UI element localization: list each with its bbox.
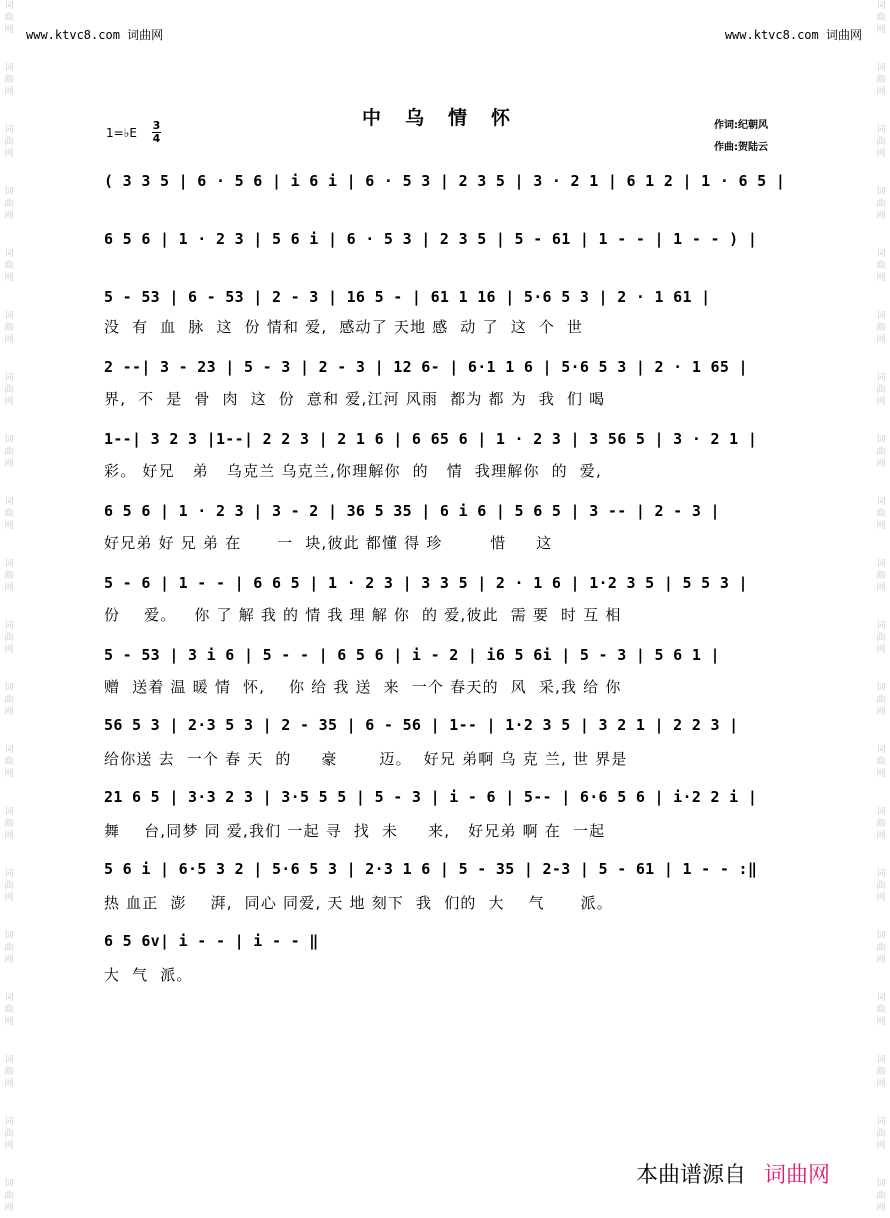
source-label: 本曲谱源自 xyxy=(636,1163,747,1188)
notation-line-12: 6 5 6v| i - - | i - - ‖ xyxy=(104,932,319,950)
watermark-item: 词 曲 网 xyxy=(4,931,14,965)
watermark-item: 词 曲 网 xyxy=(4,745,14,779)
right-watermark-strip xyxy=(872,0,890,1218)
watermark-item: 词 曲 网 xyxy=(876,311,886,345)
lyric-line-12: 大 气 派。 xyxy=(104,966,193,984)
watermark-item: 词 曲 网 xyxy=(876,621,886,655)
key-signature: 1=♭E xyxy=(106,126,137,140)
notation-line-9: 56 5 3 | 2·3 5 3 | 2 - 35 | 6 - 56 | 1-- | 1·2 3 5 | 3 2 1 | 2 2 3 | xyxy=(104,716,739,734)
watermark-item: 词 曲 网 xyxy=(876,1055,886,1089)
time-signature-bottom: 4 xyxy=(152,132,161,145)
site-url-left-text: www.ktvc8.com xyxy=(26,28,120,42)
lyric-line-10: 舞 台,同梦 同 爱,我们 一起 寻 找 未 来, 好兄弟 啊 在 一起 xyxy=(104,822,606,840)
watermark-item: 词 曲 网 xyxy=(4,1055,14,1089)
watermark-item: 词 曲 网 xyxy=(876,187,886,221)
watermark-item: 词 曲 网 xyxy=(4,1179,14,1213)
watermark-item: 词 曲 网 xyxy=(876,869,886,903)
watermark-item: 词 曲 网 xyxy=(876,497,886,531)
notation-line-5: 1--| 3 2 3 |1--| 2 2 3 | 2 1 6 | 6 65 6 | 1 · 2 3 | 3 56 5 | 3 · 2 1 | xyxy=(104,430,758,448)
watermark-item: 词 曲 网 xyxy=(4,683,14,717)
watermark-item: 词 曲 网 xyxy=(876,63,886,97)
watermark-item: 词 曲 网 xyxy=(876,993,886,1027)
lyric-line-8: 赠 送着 温 暖 情 怀, 你 给 我 送 来 一个 春天的 风 采,我 给 你 xyxy=(104,678,622,696)
site-name-left: 词曲网 xyxy=(127,28,164,42)
watermark-item: 词 曲 网 xyxy=(876,745,886,779)
notation-line-8: 5 - 53 | 3 i 6 | 5 - - | 6 5 6 | i - 2 | i6 5 6i | 5 - 3 | 5 6 1 | xyxy=(104,646,720,664)
watermark-item: 词 曲 网 xyxy=(4,1117,14,1151)
site-url-right-text: www.ktvc8.com xyxy=(724,28,819,42)
notation-line-2: 6 5 6 | 1 · 2 3 | 5 6 i | 6 · 5 3 | 2 3 5 | 5 - 61 | 1 - - | 1 - - ) | xyxy=(104,230,758,248)
watermark-item: 词 曲 网 xyxy=(4,373,14,407)
notation-line-6: 6 5 6 | 1 · 2 3 | 3 - 2 | 36 5 35 | 6 i 6 | 5 6 5 | 3 -- | 2 - 3 | xyxy=(104,502,720,520)
lyric-line-7: 份 爱。 你 了 解 我 的 情 我 理 解 你 的 爱,彼此 需 要 时 互 相 xyxy=(104,606,622,624)
notation-line-10: 21 6 5 | 3·3 2 3 | 3·5 5 5 | 5 - 3 | i - 6 | 5-- | 6·6 5 6 | i·2 2 i | xyxy=(104,788,758,806)
watermark-item: 词 曲 网 xyxy=(4,621,14,655)
watermark-item: 词 曲 网 xyxy=(4,993,14,1027)
watermark-item: 词 曲 网 xyxy=(4,125,14,159)
watermark-item: 词 曲 网 xyxy=(4,311,14,345)
watermark-item: 词 曲 网 xyxy=(876,435,886,469)
song-title: 中乌情怀 xyxy=(362,107,535,129)
lyric-line-11: 热 血正 澎 湃, 同心 同爱, 天 地 刻下 我 们的 大 气 派。 xyxy=(104,894,614,912)
watermark-item: 词 曲 网 xyxy=(876,931,886,965)
site-url-right[interactable] xyxy=(725,26,862,43)
site-name-right: 词曲网 xyxy=(825,28,862,42)
watermark-item: 词 曲 网 xyxy=(4,807,14,841)
watermark-item: 词 曲 网 xyxy=(4,559,14,593)
watermark-item: 词 曲 网 xyxy=(876,1,886,35)
watermark-item: 词 曲 网 xyxy=(4,869,14,903)
composer-credit: 作曲:贺陆云 xyxy=(714,142,768,153)
left-watermark-strip xyxy=(0,0,18,1218)
lyric-line-9: 给你送 去 一个 春 天 的 豪 迈。 好兄 弟啊 乌 克 兰, 世 界是 xyxy=(104,750,628,768)
lyric-line-5: 彩。 好兄 弟 乌克兰 乌克兰,你理解你 的 情 我理解你 的 爱, xyxy=(104,462,602,480)
watermark-item: 词 曲 网 xyxy=(876,1179,886,1213)
time-signature xyxy=(152,120,161,144)
notation-line-4: 2 --| 3 - 23 | 5 - 3 | 2 - 3 | 12 6- | 6·1 1 6 | 5·6 5 3 | 2 · 1 65 | xyxy=(104,358,748,376)
watermark-item: 词 曲 网 xyxy=(4,1,14,35)
watermark-item: 词 曲 网 xyxy=(876,1117,886,1151)
source-footer xyxy=(636,1158,830,1189)
watermark-item: 词 曲 网 xyxy=(876,125,886,159)
watermark-item: 词 曲 网 xyxy=(4,249,14,283)
watermark-item: 词 曲 网 xyxy=(876,373,886,407)
notation-line-11: 5 6 i | 6·5 3 2 | 5·6 5 3 | 2·3 1 6 | 5 - 35 | 2-3 | 5 - 61 | 1 - - :‖ xyxy=(104,860,758,878)
watermark-item: 词 曲 网 xyxy=(876,559,886,593)
notation-line-7: 5 - 6 | 1 - - | 6 6 5 | 1 · 2 3 | 3 3 5 | 2 · 1 6 | 1·2 3 5 | 5 5 3 | xyxy=(104,574,748,592)
notation-line-3: 5 - 53 | 6 - 53 | 2 - 3 | 16 5 - | 61 1 16 | 5·6 5 3 | 2 · 1 61 | xyxy=(104,288,711,306)
watermark-item: 词 曲 网 xyxy=(876,807,886,841)
watermark-item: 词 曲 网 xyxy=(876,683,886,717)
lyricist-credit: 作词:纪朝风 xyxy=(714,120,768,131)
source-brand-link[interactable]: 词曲网 xyxy=(764,1163,831,1188)
site-url-left[interactable] xyxy=(26,26,163,43)
lyric-line-3: 没 有 血 脉 这 份 情和 爱, 感动了 天地 感 动 了 这 个 世 xyxy=(104,318,584,336)
notation-line-1: ( 3 3 5 | 6 · 5 6 | i 6 i | 6 · 5 3 | 2 3 5 | 3 · 2 1 | 6 1 2 | 1 · 6 5 | xyxy=(104,172,786,190)
watermark-item: 词 曲 网 xyxy=(4,63,14,97)
lyric-line-4: 界, 不 是 骨 肉 这 份 意和 爱,江河 风雨 都为 都 为 我 们 喝 xyxy=(104,390,606,408)
time-signature-top: 3 xyxy=(152,119,161,132)
watermark-item: 词 曲 网 xyxy=(4,497,14,531)
watermark-item: 词 曲 网 xyxy=(876,249,886,283)
lyric-line-6: 好兄弟 好 兄 弟 在 一 块,彼此 都懂 得 珍 惜 这 xyxy=(104,534,553,552)
watermark-item: 词 曲 网 xyxy=(4,187,14,221)
watermark-item: 词 曲 网 xyxy=(4,435,14,469)
